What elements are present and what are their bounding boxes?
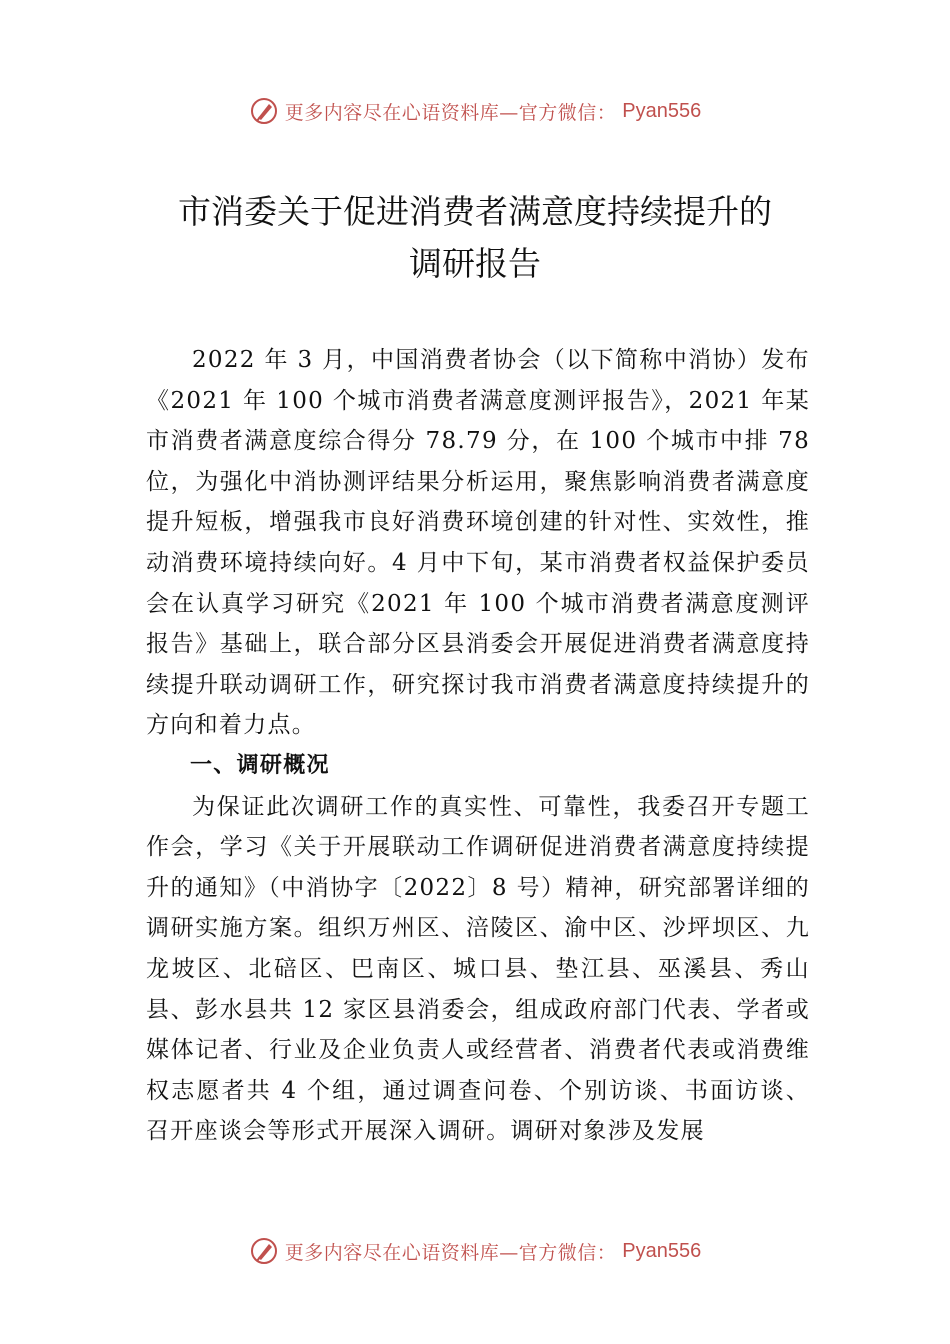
- quill-pen-logo-icon: [249, 96, 279, 126]
- section-heading-overview: 一、调研概况: [190, 752, 330, 778]
- watermark-text: 更多内容尽在心语资料库—官方微信：: [284, 1241, 617, 1264]
- document-body: [146, 340, 810, 1152]
- watermark-wechat-id: Pyan556: [622, 1239, 702, 1262]
- title-line-1: 市消委关于促进消费者满意度持续提升的: [178, 192, 772, 231]
- paragraph-overview: 为保证此次调研工作的真实性、可靠性，我委召开专题工作会，学习《关于开展联动工作调研促进消费者满意度持续提升的通知》（中消协字〔2022〕8 号）精神，研究部署详细的调研实施方案。组织万州区、涪陵区、渝中区、沙坪坝区、九龙坡区、北碚区、巴南区、城口县、垫江县、巫溪县、秀山县、彭水县共 12 家区县消委会，组成政府部门代表、学者或媒体记者、行业及企业负责人或经营者、消费者代表或消费维权志愿者共 4 个组，通过调查问卷、个别访谈、书面访谈、召开座谈会等形式开展深入调研。调研对象涉及发展: [146, 793, 810, 1145]
- watermark-wechat-id: Pyan556: [622, 99, 702, 122]
- title-line-2: 调研报告: [409, 244, 541, 283]
- header-watermark: [0, 96, 950, 126]
- footer-watermark: [0, 1236, 950, 1266]
- document-title: [145, 186, 805, 290]
- paragraph-intro: 2022 年 3 月，中国消费者协会（以下简称中消协）发布《2021 年 100 个城市消费者满意度测评报告》，2021 年某市消费者满意度综合得分 78.79 分，在 100 个城市中排 78 位，为强化中消协测评结果分析运用，聚焦影响消费者满意度提升短板，增强我市良好消费环境创建的针对性、实效性，推动消费环境持续向好。4 月中下旬，某市消费者权益保护委员会在认真学习研究《2021 年 100 个城市消费者满意度测评报告》基础上，联合部分区县消委会开展促进消费者满意度持续提升联动调研工作，研究探讨我市消费者满意度持续提升的方向和着力点。: [146, 347, 810, 739]
- quill-pen-logo-icon: [249, 1236, 279, 1266]
- watermark-text: 更多内容尽在心语资料库—官方微信：: [284, 101, 617, 124]
